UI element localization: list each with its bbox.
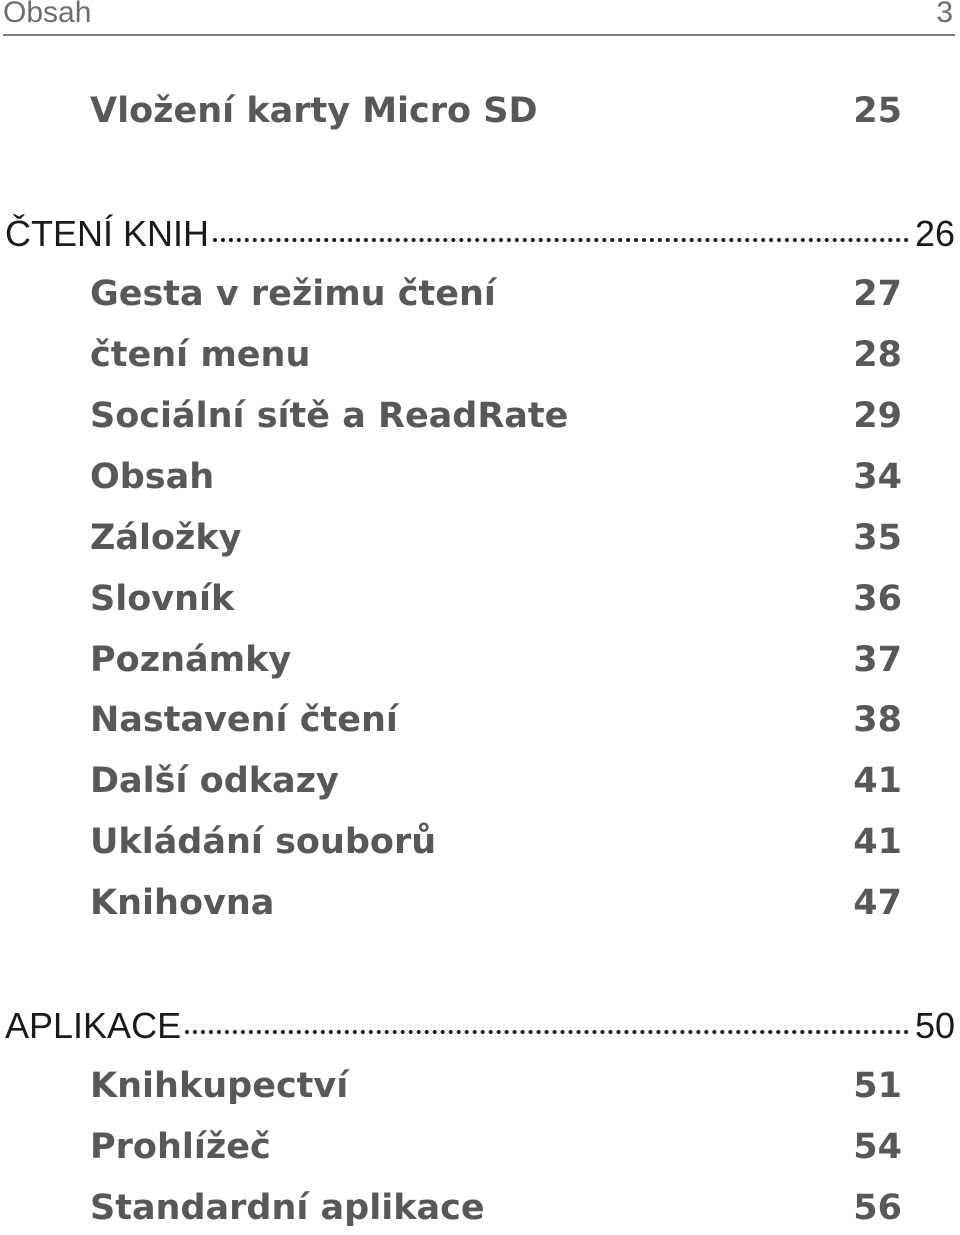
- toc-entry-page: 41: [853, 822, 902, 862]
- toc-entry-label: Záložky: [90, 518, 242, 558]
- toc-entry-page: 37: [853, 640, 902, 680]
- toc-entry-label: Knihovna: [90, 883, 275, 923]
- toc-entry[interactable]: [0, 89, 960, 133]
- toc-entry[interactable]: [0, 272, 960, 316]
- toc-entry-page: 38: [853, 700, 902, 740]
- running-header: [3, 0, 955, 36]
- toc-entry-label: Gesta v režimu čtení: [90, 274, 496, 314]
- toc-entry-label: Další odkazy: [90, 761, 339, 801]
- toc-entry[interactable]: [0, 881, 960, 925]
- toc-entry-page: 28: [853, 335, 902, 375]
- toc-entry-page: 34: [853, 457, 902, 497]
- toc-entry-label: Sociální sítě a ReadRate: [90, 396, 569, 436]
- toc-entry[interactable]: [0, 577, 960, 621]
- toc-entry-label: Prohlížeč: [90, 1127, 271, 1167]
- toc-entry[interactable]: [0, 820, 960, 864]
- toc-entry[interactable]: [0, 698, 960, 742]
- header-title: Obsah: [3, 0, 92, 29]
- toc-entry-page: 35: [853, 518, 902, 558]
- toc-entry-label: Standardní aplikace: [90, 1188, 485, 1228]
- toc-entry-page: 27: [853, 274, 902, 314]
- toc-entry[interactable]: [0, 1186, 960, 1230]
- toc-entry-page: 29: [853, 396, 902, 436]
- toc-entry[interactable]: [0, 394, 960, 438]
- dot-leader: [213, 238, 909, 242]
- toc-entry[interactable]: [0, 759, 960, 803]
- toc-section-heading[interactable]: [5, 212, 955, 256]
- toc-section-page: 50: [914, 1005, 955, 1046]
- toc-section-page: 26: [914, 213, 955, 254]
- toc-entry-label: Nastavení čtení: [90, 700, 398, 740]
- toc-entry[interactable]: [0, 1125, 960, 1169]
- toc-entry-page: 51: [853, 1066, 902, 1106]
- toc-entry-page: 25: [853, 91, 902, 131]
- toc-entry[interactable]: [0, 333, 960, 377]
- toc-entry-label: Obsah: [90, 457, 215, 497]
- header-page-number: 3: [936, 0, 953, 29]
- toc-entry[interactable]: [0, 455, 960, 499]
- toc-entry-label: čtení menu: [90, 335, 311, 375]
- dot-leader: [185, 1030, 909, 1034]
- toc-section-label: ČTENÍ KNIH: [5, 213, 210, 254]
- toc-entry-page: 36: [853, 579, 902, 619]
- toc-entry-label: Vložení karty Micro SD: [90, 91, 538, 131]
- toc-entry-label: Knihkupectví: [90, 1066, 349, 1106]
- toc-entry[interactable]: [0, 516, 960, 560]
- toc-entry-page: 47: [853, 883, 902, 923]
- toc-entry-page: 56: [853, 1188, 902, 1228]
- toc-entry[interactable]: [0, 638, 960, 682]
- toc-entry-label: Poznámky: [90, 640, 292, 680]
- toc-entry-label: Slovník: [90, 579, 235, 619]
- toc-entry-label: Ukládání souborů: [90, 822, 437, 862]
- toc-section-heading[interactable]: [5, 1004, 955, 1048]
- toc-entry-page: 41: [853, 761, 902, 801]
- toc-section-label: APLIKACE: [5, 1005, 182, 1046]
- toc-entry-page: 54: [853, 1127, 902, 1167]
- toc-entry[interactable]: [0, 1064, 960, 1108]
